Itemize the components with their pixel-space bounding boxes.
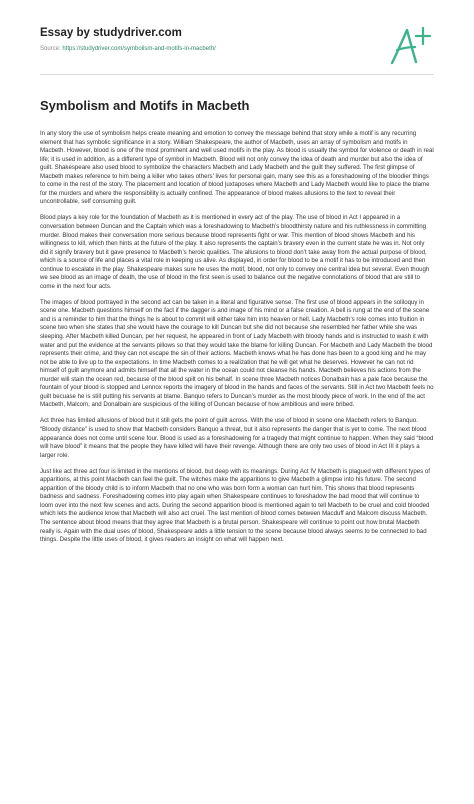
- paragraph: In any story the use of symbolism helps create meaning and emotion to convey the message behind that story while a motif is any recurring element that has symbolic significance in a story. William Shakespeare, the author of Macbeth, uses an array of symbolism and motifs in Macbeth. However, blood is one of the most prominent and well used motifs in the play. As blood is usually the symbol for violence or death in real life; it is used in addition, as a different type of symbol in Macbeth. Blood will not only convey the idea of death and murder but also the idea of guilt. Shakespeare also used blood to symbolize the characters Macbeth and Lady Macbeth and the guilt they suffered. The first glimpse of Macbeth makes reference to him being a killer who takes others’ lives for personal gain, many see this as a foreshadowing of the bloodier things to come in the rest of the story. The placement and location of blood juxtaposes where Macbeth and Lady Macbeth would like to place the blame for the murders and where the responsibility is actually confined. The appearance of blood makes allusions to the text to reveal their uncontrollable, self consuming guilt.: [40, 130, 434, 206]
- a-plus-logo-icon: [388, 25, 432, 67]
- paragraph: Just like act three act four is limited in the mentions of blood, but deep with its meanings. During Act IV Macbeth is plagued with different types of apparitions, at this point Macbeth can feel the guilt. The witches make the apparitions to give Macbeth a glimpse into his future. The second apparition of the bloody child is to inform Macbeth that no one who was born form a woman can hurt him. This shows that blood represents badness and sadness. Foreshadowing comes into play again when Shakespeare continues to foreshadow the bad mood that will continue to loom over into the next few scenes and acts. During the second apparition blood is mentioned again to tell Macbeth to be cruel and cold blooded which lets the audience know that Macbeth will also act cruel. The last mention of blood comes between Macduff and Malcom discuss Macbeth. The sentence about blood means that they agree that Macbeth is a brutal person. Shakespeare will continue to point out how brutal Macbeth really is. Again with the dual uses of blood, Shakespeare adds a little tension to the scene because blood always seems to be connected to bad things. Despite the little uses of blood, it gives readers an insight on what will happen next.: [40, 467, 430, 544]
- site-title: Essay by studydriver.com: [40, 27, 182, 39]
- paragraph: The images of blood portrayed in the second act can be taken in a literal and figurative sense. The first use of blood appears in the soliloquy in scene one. Macbeth questions himself on the fact if the dagger is and image of his mind or a false creation. A bell is rung at the end of the scene and is a reminder to him that the things he is about to commit will either take him into heaven or hell. Lady Macbeth’s role comes into fruition in scene two when she states that she would have the courage to kill Duncan but she did not because she resembled her father while she was sleeping. After Macbeth killed Duncan, per her request, he appeared in front of Lady Macbeth with bloody hands and is instructed to wash it with water and put the evidence at the servants pillows so that they would take the blame for killing Duncan. For Macbeth and Lady Macbeth the blood represents their crime, and they can not escape the sin of their actions. Macbeth knows what he has done has been to a good king and he may not be able to live up to the expectations. In time Macbeth comes to a realization that he will get what he deserves. However he can not rid himself of guilt anymore and admits himself that all the water in the ocean could not cleanse his hands. Macbeth believes his actions from the murder will stain the ocean red, because of the blood spilt on his behalf. In scene three Macbeth notices Donalbain has a pale face because the fountain of your blood is stopped and Lennox reports the imagery of blood in the hands and faces of the servants. Still in Act two Macbeth feels no guilt becuase he is still putting his servants at blame. Banquo refers to Duncan’s murder as the most bloody piece of work. In the end of the act Macbeth, Malcom, and Donalbain are suspicious of the killing of Duncan because of how ambitious and were bribed.: [40, 298, 434, 409]
- paragraph: Act three has limited allusions of blood but it still gets the point of guilt across. With the use of blood in scene one Macbeth refers to Banquo. “Bloody distance” is used to show that Macbeth considers Banquo a threat, but it also represents the danger that is yet to come. The next blood appearance does not come until scene four. Blood is used as a foreshadowing for a tragedy that might continue to happen. When they said “blood will have blood” it means that the people they have killed will have their revenge. Although there are only two uses of blood in Act III it plays a larger role.: [40, 417, 434, 459]
- header-divider: [40, 74, 434, 75]
- document-title: Symbolism and Motifs in Macbeth: [40, 98, 250, 113]
- source-line: [40, 45, 434, 53]
- source-link[interactable]: https://studydriver.com/symbolism-and-motifs-in-macbeth/: [62, 46, 216, 52]
- source-label: Source:: [40, 46, 63, 52]
- paragraph: Blood plays a key role for the foundation of Macbeth as it is mentioned in every act of the play. The use of blood in Act I appeared in a conversation between Duncan and the Captain which was a foreshadowing to Macbeth’s bloodthirsty nature and his ruthlessness in committing murder. Blood makes their conversation more serious because blood represents fight or war. This mention of blood shows Macbeth and his willingness to kill, which then hints at the future of the play. It also represents the captain’s bravery even in the current state he was in. Not only did it signify bravery but it gave presence to Macbeth’s heroic qualities. The allusions to blood don’t take away from the actual purpose of blood, which is a source of life and places a vital role in keeping us alive. As displayed, in order for blood to be a motif it has to be introduced and then continue to escalate in the play. Shakespeare makes sure he uses the motif, blood, not only to convey one central idea but several. Even though we see blood as an image of death, the use of blood in the first seen is used to balance out the negative connotations of blood that are still to come in the next four acts.: [40, 214, 430, 290]
- essay-body: [40, 130, 434, 545]
